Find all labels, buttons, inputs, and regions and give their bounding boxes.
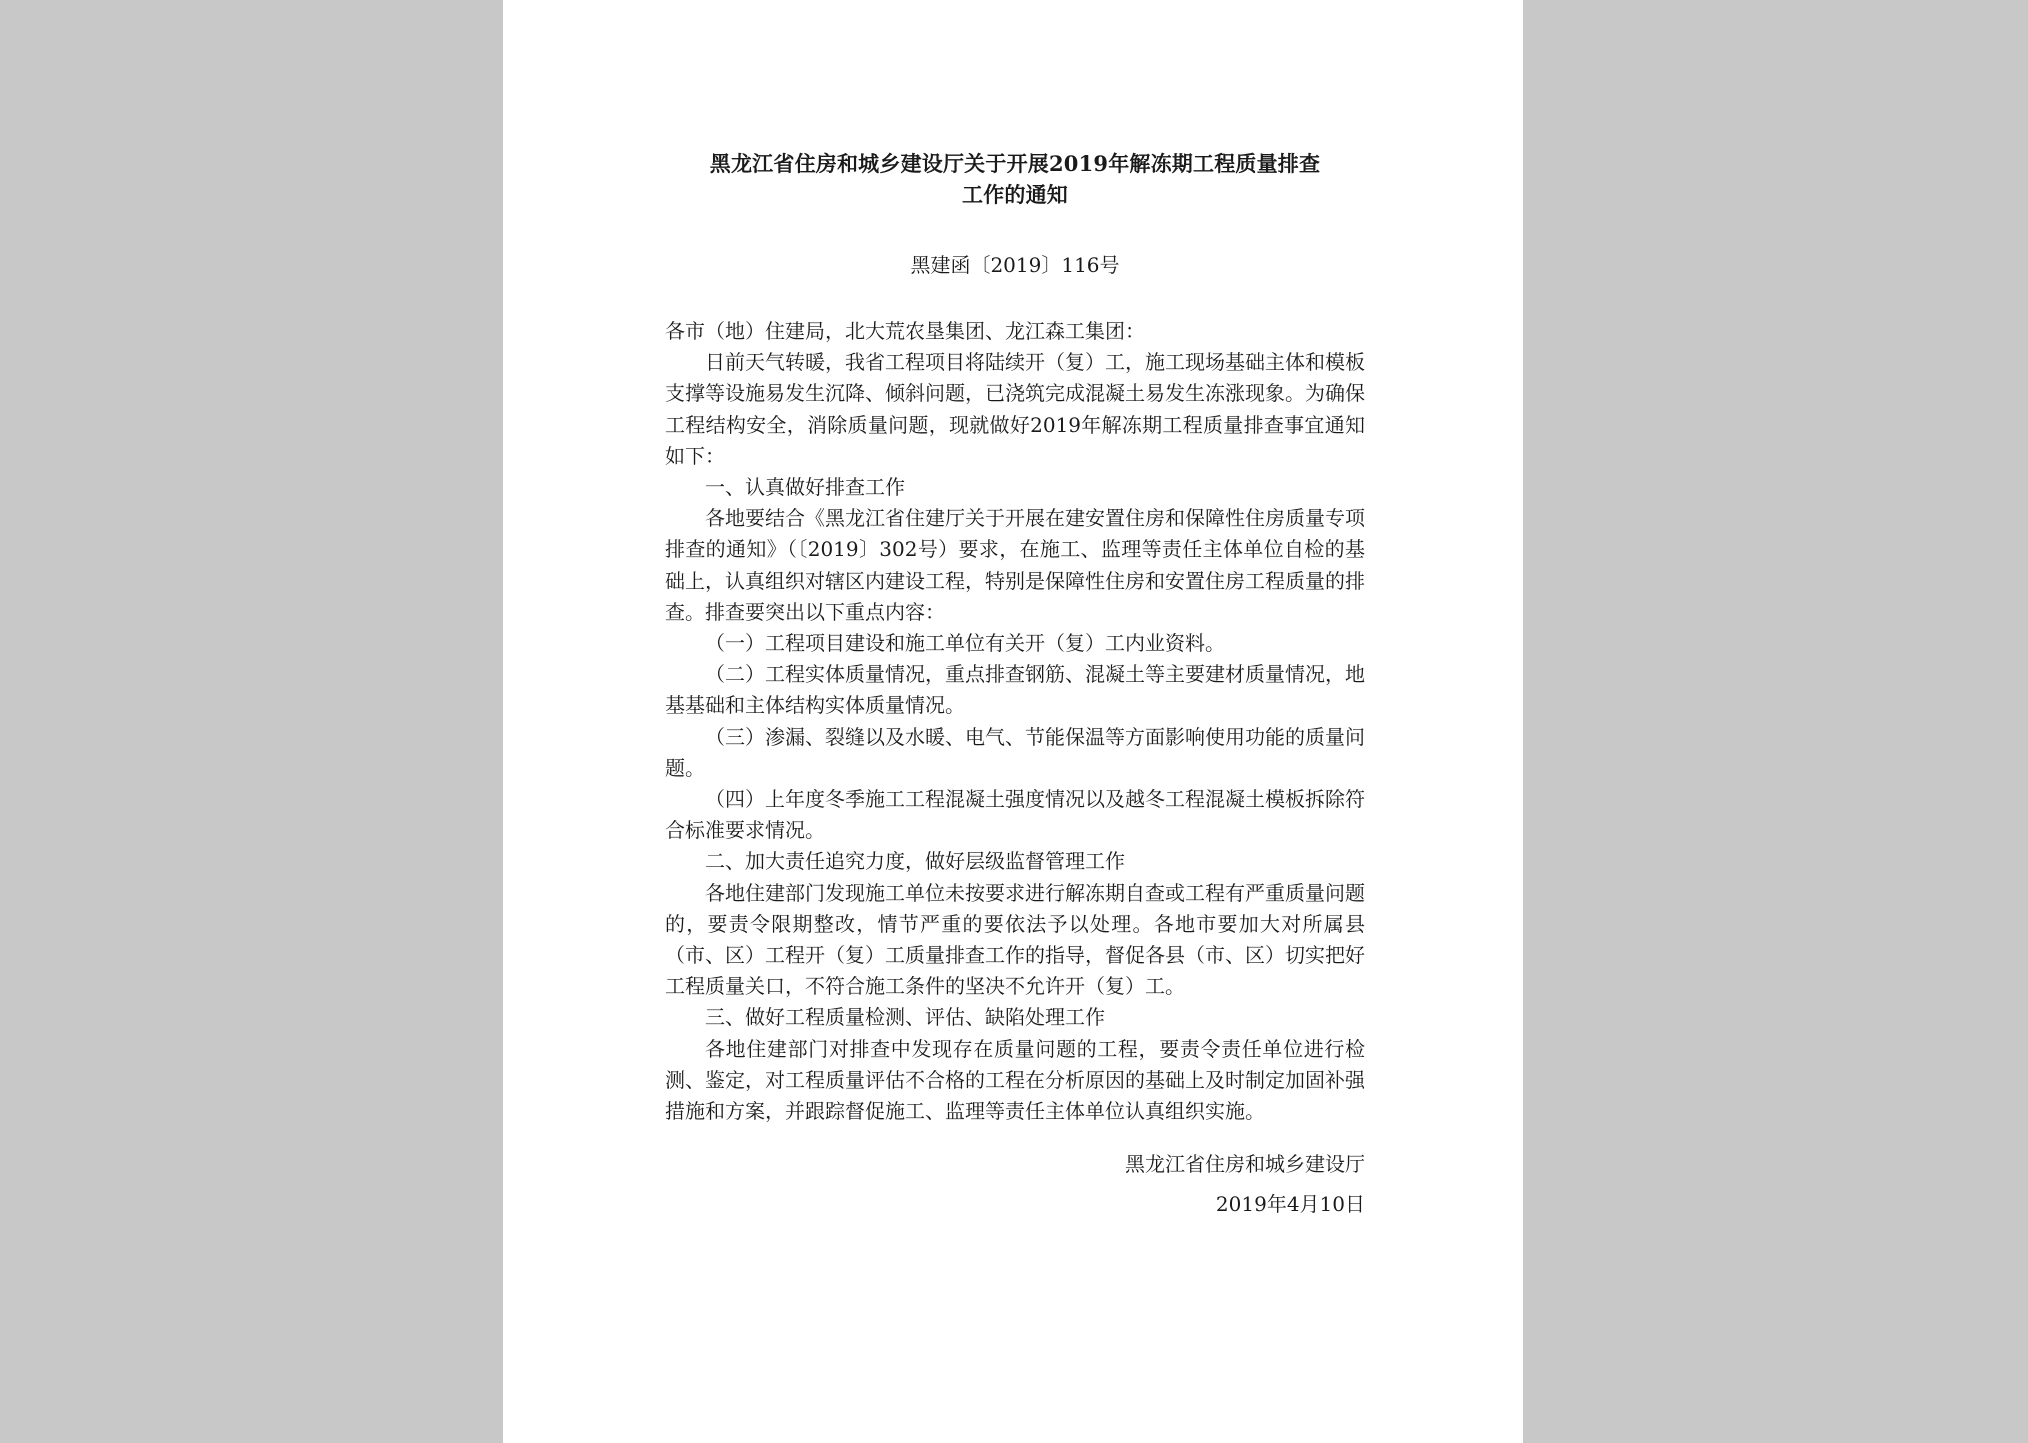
intro-paragraph: 日前天气转暖，我省工程项目将陆续开（复）工，施工现场基础主体和模板支撑等设施易发生沉降、倾斜问题，已浇筑完成混凝土易发生冻涨现象。为确保工程结构安全，消除质量问题，现就做好2019年解冻期工程质量排查事宜通知如下： — [665, 350, 1365, 468]
addressee: 各市（地）住建局，北大荒农垦集团、龙江森工集团： — [665, 319, 1145, 343]
section-1-paragraph: 各地要结合《黑龙江省住建厅关于开展在建安置住房和保障性住房质量专项排查的通知》（〔2019〕302号）要求，在施工、监理等责任主体单位自检的基础上，认真组织对辖区内建设工程，特别是保障性住房和安置住房工程质量的排查。排查要突出以下重点内容： — [665, 506, 1365, 624]
document-title — [665, 148, 1365, 210]
signature-date: 2019年4月10日 — [1215, 1192, 1365, 1217]
signature-organization: 黑龙江省住房和城乡建设厅 — [1125, 1152, 1365, 1177]
document-number: 黑建函〔2019〕116号 — [910, 253, 1120, 277]
list-item-1: （一）工程项目建设和施工单位有关开（复）工内业资料。 — [705, 631, 1225, 656]
section-heading-3: 三、做好工程质量检测、评估、缺陷处理工作 — [705, 1005, 1105, 1030]
document-content — [665, 148, 1365, 1219]
list-item-3: （三）渗漏、裂缝以及水暖、电气、节能保温等方面影响使用功能的质量问题。 — [665, 724, 1365, 780]
document-body — [665, 316, 1365, 1127]
list-item-4: （四）上年度冬季施工工程混凝土强度情况以及越冬工程混凝土模板拆除符合标准要求情况。 — [665, 787, 1365, 843]
section-2-paragraph: 各地住建部门发现施工单位未按要求进行解冻期自查或工程有严重质量问题的，要责令限期整改，情节严重的要依法予以处理。各地市要加大对所属县（市、区）工程开（复）工质量排查工作的指导，督促各县（市、区）切实把好工程质量关口，不符合施工条件的坚决不允许开（复）工。 — [665, 880, 1365, 999]
document-page — [503, 0, 1523, 1443]
list-item-2: （二）工程实体质量情况，重点排查钢筋、混凝土等主要建材质量情况，地基基础和主体结构实体质量情况。 — [665, 662, 1365, 718]
section-3-paragraph: 各地住建部门对排查中发现存在质量问题的工程，要责令责任单位进行检测、鉴定，对工程质量评估不合格的工程在分析原因的基础上及时制定加固补强措施和方案，并跟踪督促施工、监理等责任主体单位认真组织实施。 — [665, 1036, 1365, 1124]
section-heading-2: 二、加大责任追究力度，做好层级监督管理工作 — [705, 849, 1125, 874]
title-line-1: 黑龙江省住房和城乡建设厅关于开展2019年解冻期工程质量排查 — [709, 151, 1321, 176]
section-heading-1: 一、认真做好排查工作 — [705, 475, 905, 500]
title-line-2: 工作的通知 — [962, 182, 1068, 207]
